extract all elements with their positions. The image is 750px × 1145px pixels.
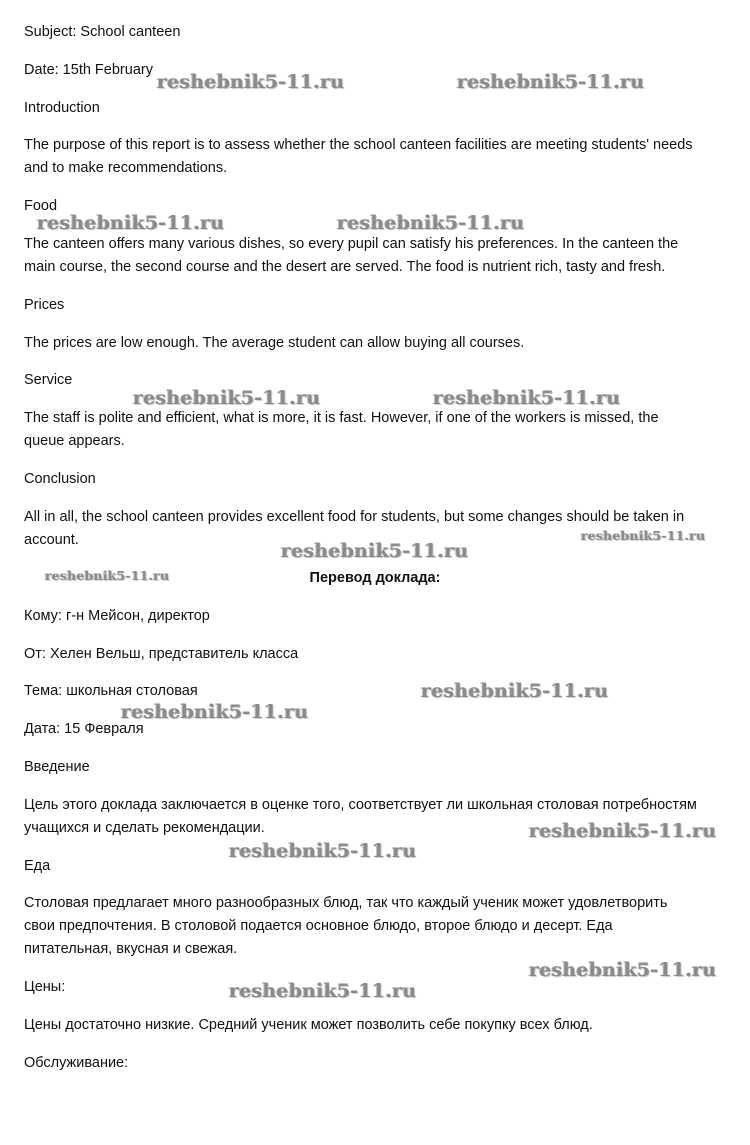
translation-prices-heading: Цены: (24, 979, 66, 995)
translation-prices-text: Цены достаточно низкие. Средний ученик может позволить себе покупку всех блюд. (24, 1017, 593, 1033)
watermark-text: reshebnik5-11.ru (157, 71, 345, 93)
watermark-text: reshebnik5-11.ru (121, 701, 309, 723)
watermark-text: reshebnik5-11.ru (229, 840, 417, 862)
translation-introduction-heading: Введение (24, 759, 90, 775)
conclusion-text-line: account. (24, 532, 79, 548)
food-text-line: The canteen offers many various dishes, so every pupil can satisfy his preferences. In the canteen the (24, 236, 679, 252)
watermark-text: reshebnik5-11.ru (529, 959, 717, 981)
introduction-heading: Introduction (24, 100, 100, 116)
translation-food-text-line: питательная, вкусная и свежая. (24, 941, 238, 957)
introduction-text-line: and to make recommendations. (24, 160, 228, 176)
watermark-text: reshebnik5-11.ru (337, 212, 525, 234)
subject-line: Subject: School canteen (24, 24, 181, 40)
prices-text: The prices are low enough. The average student can allow buying all courses. (24, 335, 525, 351)
conclusion-text-line: All in all, the school canteen provides excellent food for students, but some changes should be taken in (24, 509, 685, 525)
watermark-text: reshebnik5-11.ru (45, 568, 170, 583)
watermark-text: reshebnik5-11.ru (37, 212, 225, 234)
prices-heading: Prices (24, 297, 65, 313)
translation-food-text-line: Столовая предлагает много разнообразных блюд, так что каждый ученик может удовлетворить (24, 895, 668, 911)
translation-title: Перевод доклада: (309, 570, 441, 586)
translation-subject-line: Тема: школьная столовая (24, 683, 198, 699)
watermark-text: reshebnik5-11.ru (229, 980, 417, 1002)
translation-food-heading: Еда (24, 858, 51, 874)
date-line: Date: 15th February (24, 62, 153, 78)
service-text-line: The staff is polite and efficient, what is more, it is fast. However, if one of the workers is missed, the (24, 410, 659, 426)
conclusion-heading: Conclusion (24, 471, 96, 487)
translation-date-line: Дата: 15 Февраля (24, 721, 144, 737)
watermark-text: reshebnik5-11.ru (529, 820, 717, 842)
watermark-text: reshebnik5-11.ru (421, 680, 609, 702)
translation-food-text-line: свои предпочтения. В столовой подается основное блюдо, второе блюдо и десерт. Еда (24, 918, 613, 934)
introduction-text-line: The purpose of this report is to assess whether the school canteen facilities are meeting students' needs (24, 137, 693, 153)
service-heading: Service (24, 372, 73, 388)
watermark-text: reshebnik5-11.ru (133, 387, 321, 409)
translation-introduction-text-line: учащихся и сделать рекомендации. (24, 820, 265, 836)
food-text-line: main course, the second course and the desert are served. The food is nutrient rich, tasty and fresh. (24, 259, 666, 275)
watermark-text: reshebnik5-11.ru (433, 387, 621, 409)
translation-introduction-text-line: Цель этого доклада заключается в оценке того, соответствует ли школьная столовая потребностям (24, 797, 697, 813)
watermark-text: reshebnik5-11.ru (457, 71, 645, 93)
service-text-line: queue appears. (24, 433, 125, 449)
from-line: От: Хелен Вельш, представитель класса (24, 646, 299, 662)
watermark-text: reshebnik5-11.ru (581, 528, 706, 543)
food-heading: Food (24, 198, 58, 214)
watermark-text: reshebnik5-11.ru (281, 540, 469, 562)
to-line: Кому: г-н Мейсон, директор (24, 608, 210, 624)
translation-service-heading: Обслуживание: (24, 1055, 129, 1071)
